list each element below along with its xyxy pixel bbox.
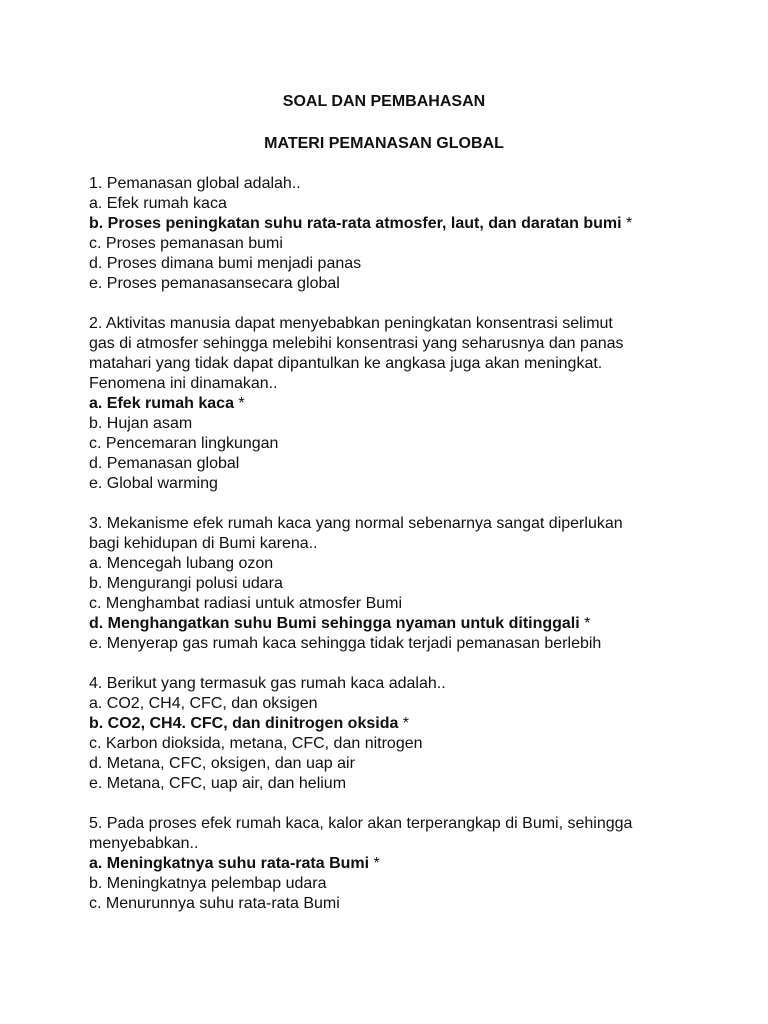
- option-text: d. Pemanasan global: [89, 455, 240, 472]
- option-text: e. Metana, CFC, uap air, dan helium: [89, 775, 347, 792]
- question-stem-line: 5. Pada proses efek rumah kaca, kalor akan terperangkap di Bumi, sehingga: [89, 815, 633, 832]
- option-text: a. Efek rumah kaca: [89, 395, 234, 412]
- option-text: c. Menghambat radiasi untuk atmosfer Bumi: [89, 595, 403, 612]
- answer-option-correct: [89, 214, 768, 234]
- question-stem-line: 4. Berikut yang termasuk gas rumah kaca adalah..: [89, 675, 446, 692]
- answer-option: [89, 474, 768, 494]
- option-text: e. Proses pemanasansecara global: [89, 275, 340, 292]
- option-text: e. Global warming: [89, 475, 218, 492]
- option-text: d. Proses dimana bumi menjadi panas: [89, 255, 362, 272]
- question-stem-line: 2. Aktivitas manusia dapat menyebabkan peningkatan konsentrasi selimut: [89, 315, 613, 332]
- option-text: a. CO2, CH4, CFC, dan oksigen: [89, 695, 318, 712]
- option-text: b. Proses peningkatan suhu rata-rata atmosfer, laut, dan daratan bumi: [89, 215, 622, 232]
- correct-answer-marker: *: [369, 855, 380, 872]
- answer-option: [89, 554, 768, 574]
- correct-answer-marker: *: [621, 215, 633, 232]
- answer-option: [89, 754, 768, 774]
- answer-option: [89, 274, 768, 294]
- question-stem-line: 3. Mekanisme efek rumah kaca yang normal sebenarnya sangat diperlukan: [89, 515, 623, 532]
- answer-option-correct: [89, 394, 768, 414]
- answer-option: [89, 254, 768, 274]
- answer-option: [89, 234, 768, 254]
- option-text: b. Hujan asam: [89, 415, 193, 432]
- option-text: b. Meningkatnya pelembap udara: [89, 875, 327, 892]
- option-text: b. CO2, CH4. CFC, dan dinitrogen oksida: [89, 715, 399, 732]
- option-text: d. Menghangatkan suhu Bumi sehingga nyaman untuk ditinggali: [89, 615, 580, 632]
- option-text: a. Mencegah lubang ozon: [89, 555, 274, 572]
- correct-answer-marker: *: [398, 715, 410, 732]
- correct-answer-marker: *: [579, 615, 591, 632]
- option-text: e. Menyerap gas rumah kaca sehingga tidak terjadi pemanasan berlebih: [89, 635, 602, 652]
- option-text: a. Efek rumah kaca: [89, 195, 227, 212]
- answer-option-correct: [89, 854, 768, 874]
- correct-answer-marker: *: [233, 395, 245, 412]
- answer-option: [89, 574, 768, 594]
- option-text: a. Meningkatnya suhu rata-rata Bumi: [89, 855, 370, 872]
- question-stem-line: menyebabkan..: [89, 835, 199, 852]
- question-4: [89, 674, 768, 794]
- question-3: [89, 514, 768, 654]
- answer-option: [89, 874, 768, 894]
- document-subtitle: MATERI PEMANASAN GLOBAL: [264, 135, 504, 152]
- option-text: b. Mengurangi polusi udara: [89, 575, 283, 592]
- option-text: c. Pencemaran lingkungan: [89, 435, 279, 452]
- answer-option: [89, 414, 768, 434]
- option-text: c. Menurunnya suhu rata-rata Bumi: [89, 895, 340, 912]
- question-stem-line: matahari yang tidak dapat dipantulkan ke angkasa juga akan meningkat.: [89, 355, 603, 372]
- question-list: [89, 174, 768, 914]
- document-title: SOAL DAN PEMBAHASAN: [282, 93, 486, 110]
- answer-option: [89, 634, 768, 654]
- option-text: d. Metana, CFC, oksigen, dan uap air: [89, 755, 355, 772]
- answer-option-correct: [89, 714, 768, 734]
- question-5: [89, 814, 768, 914]
- question-stem-line: gas di atmosfer sehingga melebihi konsentrasi yang seharusnya dan panas: [89, 335, 624, 352]
- answer-option-correct: [89, 614, 768, 634]
- answer-option: [89, 894, 768, 914]
- answer-option: [89, 434, 768, 454]
- answer-option: [89, 734, 768, 754]
- question-stem-line: Fenomena ini dinamakan..: [89, 375, 278, 392]
- answer-option: [89, 694, 768, 714]
- question-stem-line: 1. Pemanasan global adalah..: [89, 175, 301, 192]
- answer-option: [89, 774, 768, 794]
- answer-option: [89, 454, 768, 474]
- question-1: [89, 174, 768, 294]
- question-2: [89, 314, 768, 494]
- option-text: c. Karbon dioksida, metana, CFC, dan nitrogen: [89, 735, 423, 752]
- answer-option: [89, 194, 768, 214]
- answer-option: [89, 594, 768, 614]
- option-text: c. Proses pemanasan bumi: [89, 235, 283, 252]
- question-stem-line: bagi kehidupan di Bumi karena..: [89, 535, 318, 552]
